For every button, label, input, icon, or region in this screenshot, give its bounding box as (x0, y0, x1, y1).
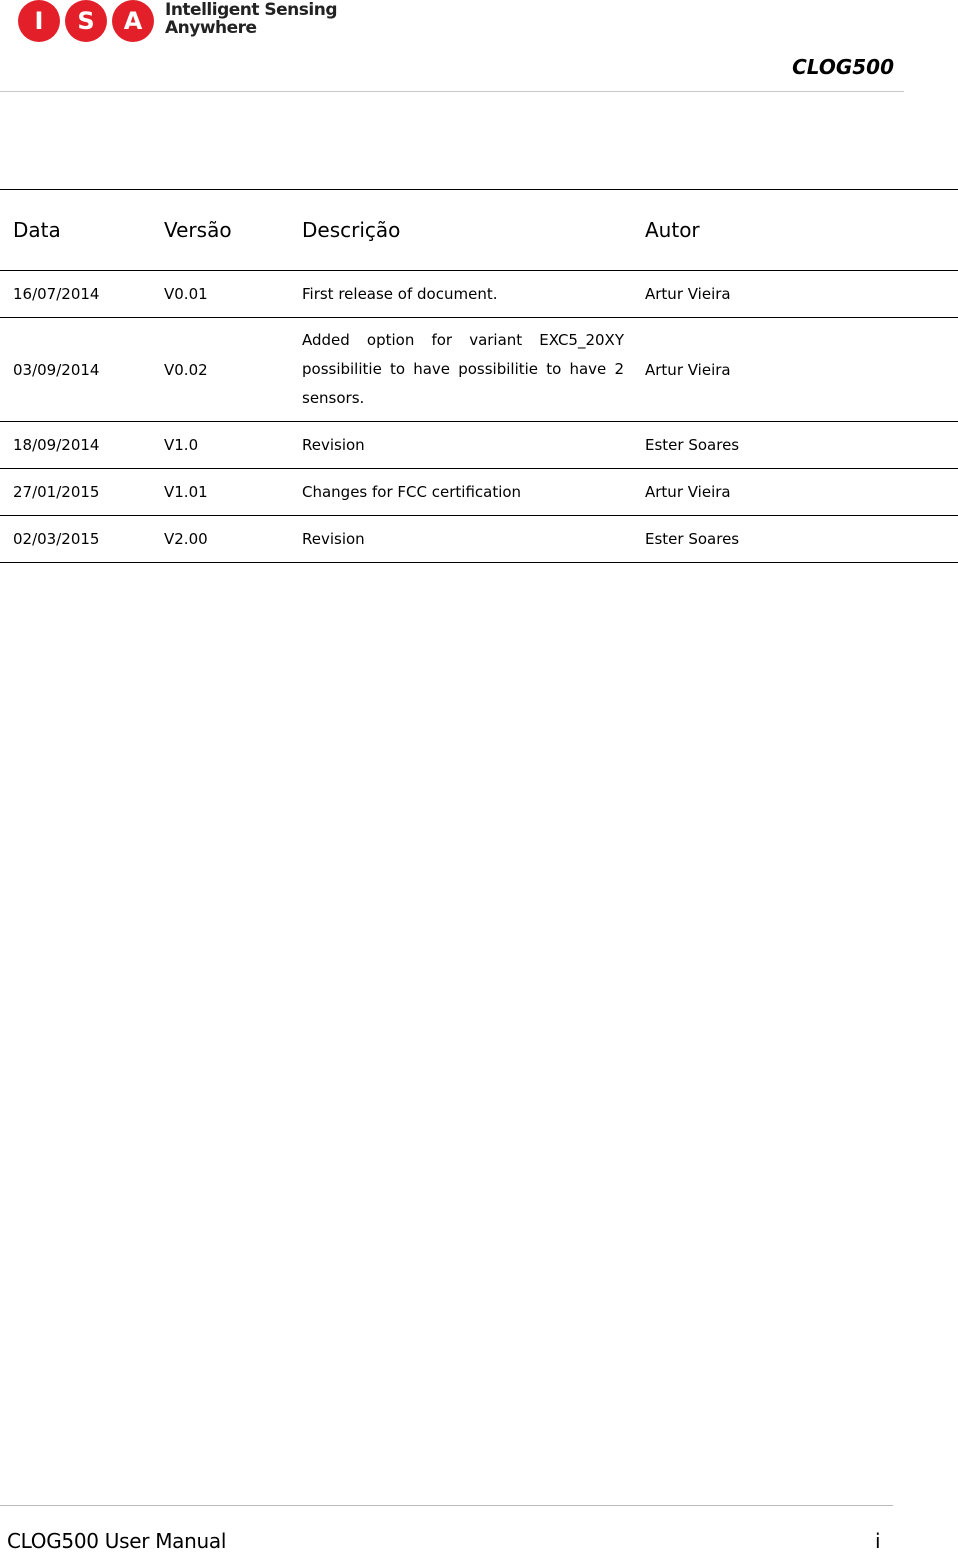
author-cell: Artur Vieira (645, 469, 958, 516)
header-divider (0, 91, 904, 92)
logo-letter: S (65, 0, 107, 42)
footer-title: CLOG500 User Manual (7, 1529, 227, 1553)
version-cell: V1.01 (164, 469, 302, 516)
column-header: Descrição (302, 190, 645, 271)
date-cell: 16/07/2014 (0, 271, 164, 318)
date-cell: 18/09/2014 (0, 422, 164, 469)
document-title: CLOG500 (792, 55, 894, 79)
footer-divider (0, 1505, 893, 1506)
version-cell: V0.02 (164, 318, 302, 422)
description-cell: Changes for FCC certification (302, 469, 645, 516)
column-header: Data (0, 190, 164, 271)
description-cell: First release of document. (302, 271, 645, 318)
logo-letter: I (18, 0, 60, 42)
tagline-line: Anywhere (165, 18, 257, 38)
version-cell: V2.00 (164, 516, 302, 563)
date-cell: 02/03/2015 (0, 516, 164, 563)
author-cell: Ester Soares (645, 516, 958, 563)
table-row (0, 271, 958, 318)
table-row (0, 422, 958, 469)
author-cell: Ester Soares (645, 422, 958, 469)
author-cell: Artur Vieira (645, 318, 958, 422)
column-header: Autor (645, 190, 958, 271)
table-header-row (0, 190, 958, 271)
version-cell: V0.01 (164, 271, 302, 318)
author-cell: Artur Vieira (645, 271, 958, 318)
revision-table (0, 189, 958, 563)
description-cell: Revision (302, 422, 645, 469)
table-row (0, 516, 958, 563)
tagline-line: Intelligent Sensing (165, 0, 338, 20)
table-row (0, 469, 958, 516)
date-cell: 03/09/2014 (0, 318, 164, 422)
description-cell: Revision (302, 516, 645, 563)
table-row (0, 318, 958, 422)
logo-letter: A (112, 0, 154, 42)
version-cell: V1.0 (164, 422, 302, 469)
column-header: Versão (164, 190, 302, 271)
logo-tagline (165, 1, 337, 37)
date-cell: 27/01/2015 (0, 469, 164, 516)
isa-logo (18, 0, 337, 42)
page-number: i (875, 1529, 881, 1553)
description-cell: Added option for variant EXC5_20XY possibilitie to have possibilitie to have 2 sensors. (302, 318, 645, 422)
